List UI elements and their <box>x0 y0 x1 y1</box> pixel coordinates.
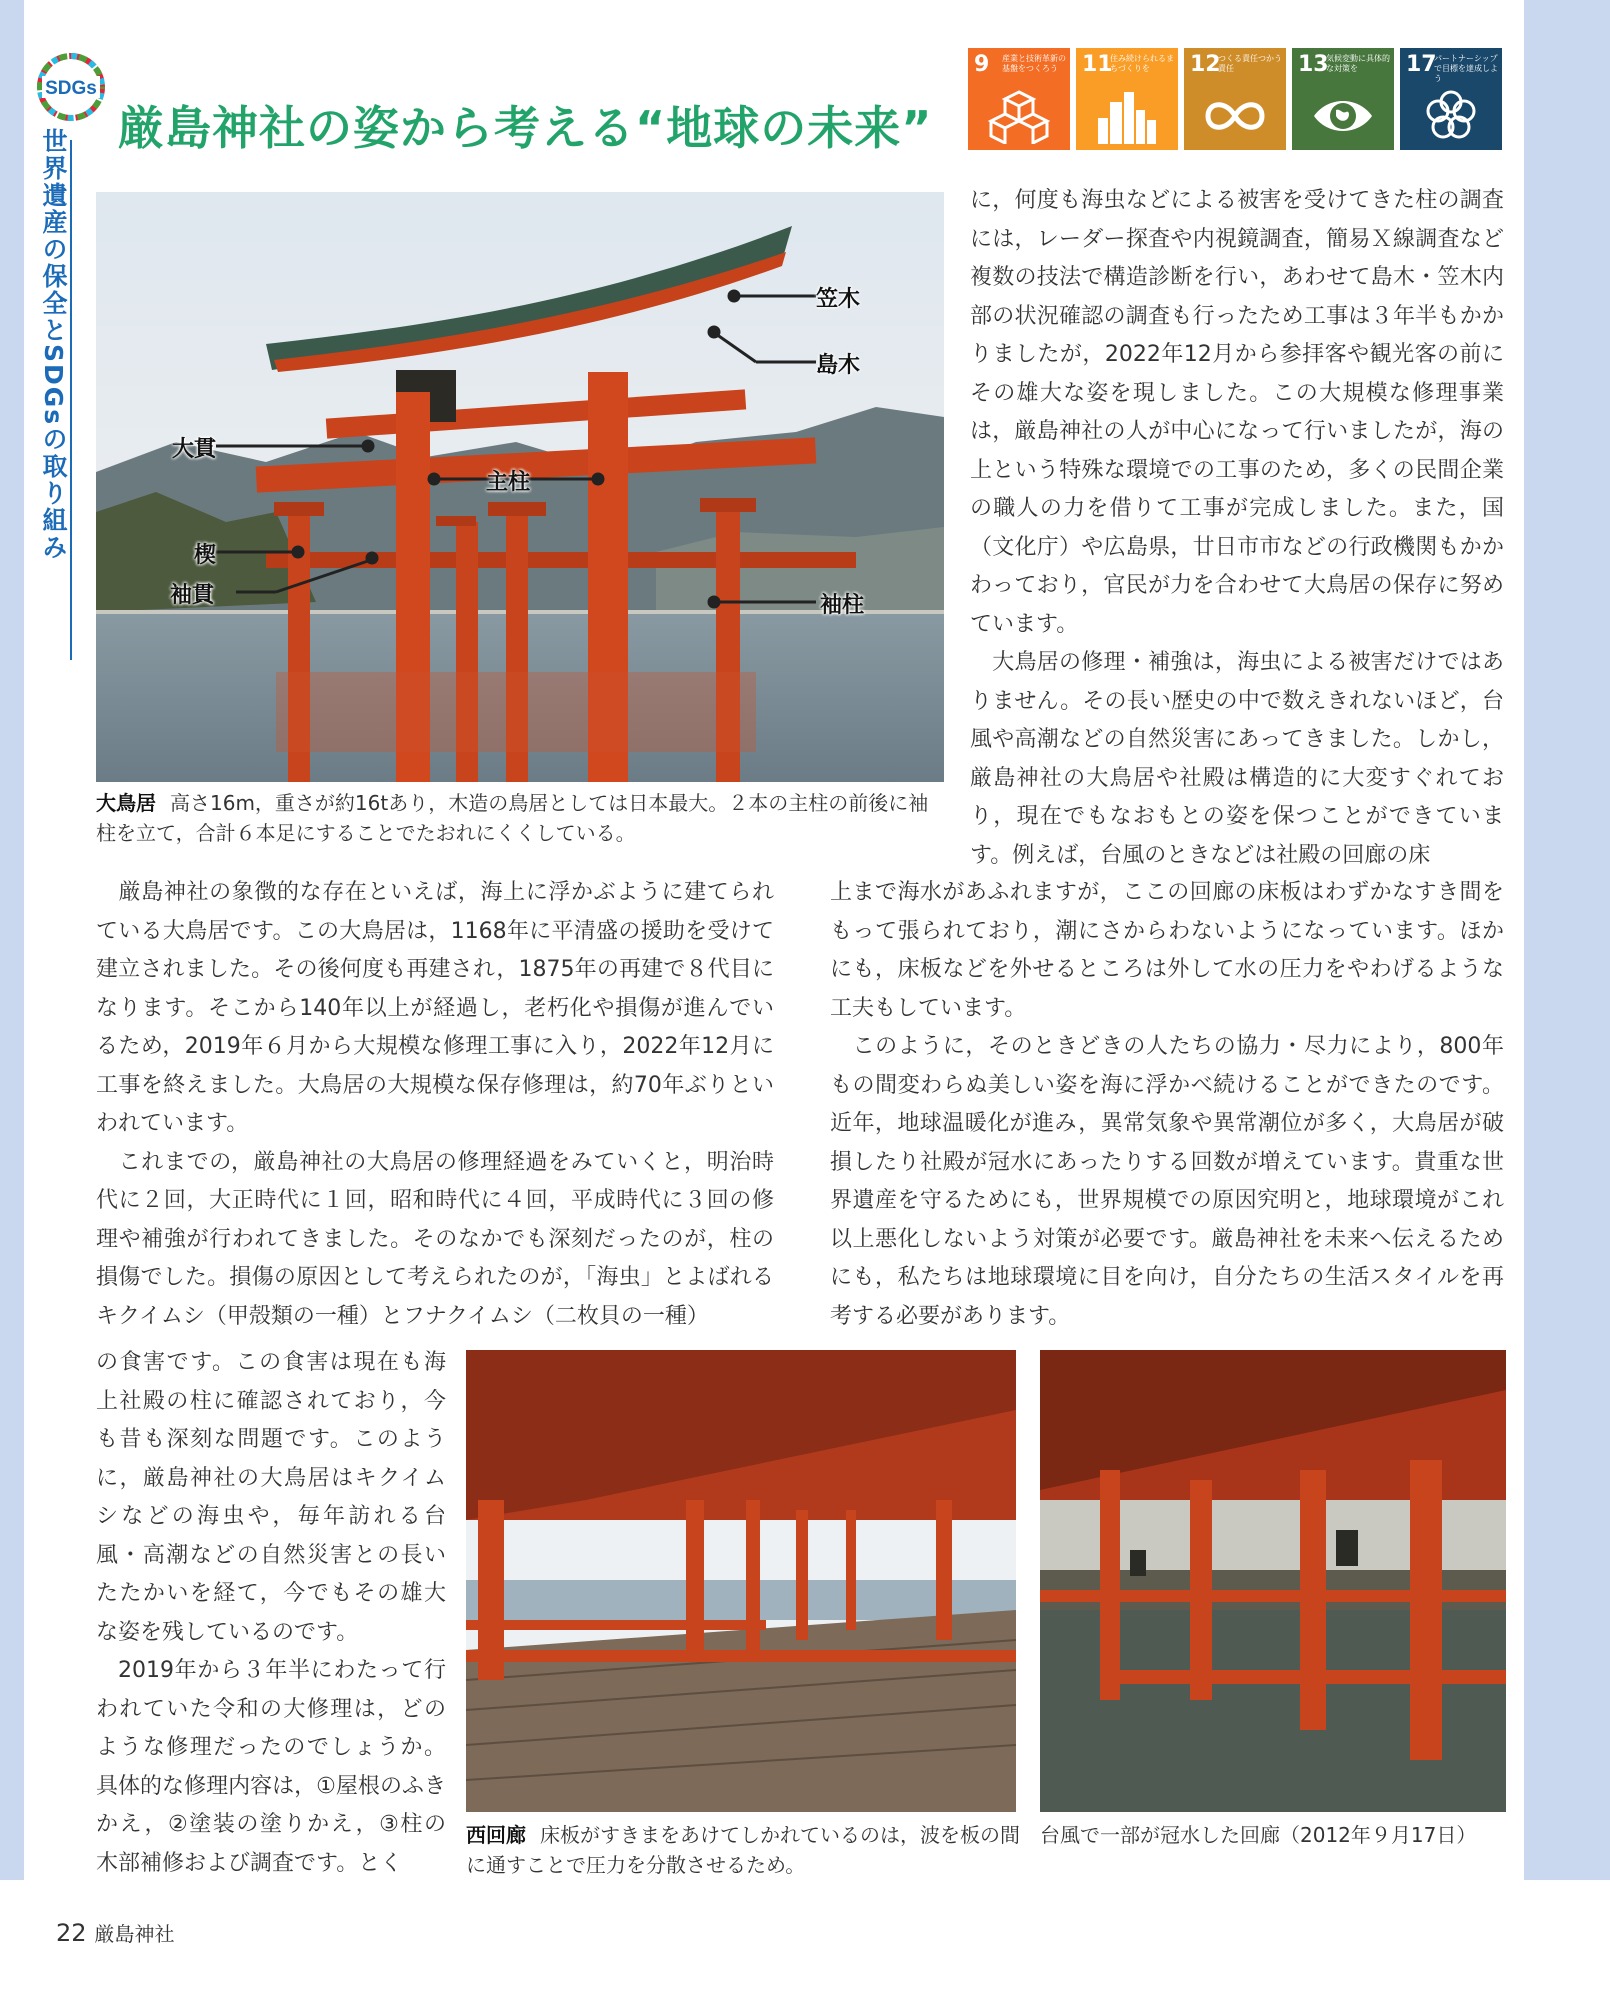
body-left-mid-p2: これまでの，厳島神社の大鳥居の修理経過をみていくと，明治時代に２回，大正時代に１回，昭和時代に４回，平成時代に３回の修理や補強が行われてきました。そのなかでも深刻だったのが，柱の損傷でした。損傷の原因として考えられたのが，「海虫」とよばれるキクイムシ（甲殻類の一種）とフナクイムシ（二枚貝の一種） <box>96 1149 774 1329</box>
page-title: 厳島神社の姿から考える“地球の未来” <box>118 101 933 155</box>
label-onuki: 大貫 <box>172 437 217 462</box>
page-number: 22 <box>56 1919 87 1947</box>
body-right-mid <box>830 874 1504 1336</box>
sdg-tile-17 <box>1400 48 1502 150</box>
cube-icon <box>988 88 1050 144</box>
label-kusabi: 楔 <box>194 543 217 568</box>
body-right-mid-p1: 上まで海水があふれますが，ここの回廊の床板はわずかなすき間をもって張られており，潮にさからわないようになっています。ほかにも，床板などを外せるところは外して水の圧力をやわげるような工夫もしています。 <box>830 880 1504 1021</box>
torii-caption <box>96 788 944 848</box>
body-left-bottom <box>96 1344 446 1883</box>
right-color-band <box>1524 0 1610 1880</box>
earth-eye-icon <box>1312 88 1374 144</box>
sdg-tile-number: 11 <box>1082 52 1113 77</box>
vertical-rule <box>70 140 72 660</box>
flood-caption: 台風で一部が冠水した回廊（2012年９月17日） <box>1040 1823 1477 1847</box>
footer-section: 厳島神社 <box>94 1922 175 1946</box>
vertical-section-title: 世界遺産の保全とSDGsの取り組み <box>39 128 68 562</box>
sdg-tile-label: 産業と技術革新の基盤をつくろう <box>1002 54 1066 73</box>
infinity-loop-icon <box>1204 88 1266 144</box>
corridor-caption <box>466 1820 1026 1880</box>
sdg-tile-9 <box>968 48 1070 150</box>
body-left-bottom-p2: 2019年から３年半にわたって行われていた令和の大修理は，どのような修理だったのでしょうか。具体的な修理内容は，①屋根のふきかえ，②塗装の塗りかえ，③柱の木部補修および調査です。とく <box>96 1658 446 1876</box>
sdg-tile-label: つくる責任つかう責任 <box>1218 54 1282 73</box>
sdg-tile-label: パートナーシップで目標を達成しよう <box>1434 54 1498 83</box>
torii-caption-text: 高さ16m，重さが約16tあり，木造の鳥居としては日本最大。２本の主柱の前後に袖柱を立て，合計６本足にすることでたおれにくくしている。 <box>96 791 929 845</box>
body-right-mid-p2: このように，そのときどきの人たちの協力・尽力により，800年もの間変わらぬ美しい姿を海に浮かべ続けることができたのです。近年，地球温暖化が進み，異常気象や異常潮位が多く，大鳥居が破損したり社殿が冠水にあったりする回数が増えています。貴重な世界遺産を守るためにも，世界規模での原因究明と，地球環境がこれ以上悪化しないよう対策が必要です。厳島神社を未来へ伝えるためにも，私たちは地球環境に目を向け，自分たちの生活スタイルを再考する必要があります。 <box>830 1034 1504 1329</box>
body-right-top-p1: に，何度も海虫などによる被害を受けてきた柱の調査には，レーダー探査や内視鏡調査，簡易Ｘ線調査など複数の技法で構造診断を行い，あわせて島木・笠木内部の状況確認の調査も行ったため工事は３年半もかかりましたが，2022年12月から参拝客や観光客の前にその雄大な姿を現しました。この大規模な修理事業は，厳島神社の人が中心になって行いましたが，海の上という特殊な環境での工事のため，多くの民間企業の職人の力を借りて工事が完成しました。また，国（文化庁）や広島県，廿日市市などの行政機関もかかわっており，官民が力を合わせて大鳥居の保存に努めています。 <box>970 188 1504 637</box>
west-corridor-photo <box>466 1350 1016 1812</box>
sdg-tile-label: 住み続けられるまちづくりを <box>1110 54 1174 73</box>
sdg-tile-number: 13 <box>1298 52 1329 77</box>
city-buildings-icon <box>1096 88 1158 144</box>
sdg-tile-number: 12 <box>1190 52 1221 77</box>
corridor-caption-title: 西回廊 <box>466 1823 526 1847</box>
sdg-tile-13 <box>1292 48 1394 150</box>
label-kasagi: 笠木 <box>816 287 861 312</box>
label-shimaki: 島木 <box>816 353 861 378</box>
flooded-corridor-photo <box>1040 1350 1506 1812</box>
body-right-top-p2: 大鳥居の修理・補強は，海虫による被害だけではありません。その長い歴史の中で数えきれないほど，台風や高潮などの自然災害にあってきました。しかし，厳島神社の大鳥居や社殿は構造的に大変すぐれており，現在でもなおもとの姿を保つことができています。例えば，台風のときなどは社殿の回廊の床 <box>970 650 1504 868</box>
torii-caption-title: 大鳥居 <box>96 791 156 815</box>
partnership-flower-icon <box>1420 88 1482 144</box>
sdg-tile-12 <box>1184 48 1286 150</box>
sdgs-logo-text: SDGs <box>45 78 97 99</box>
left-color-band <box>0 0 24 1880</box>
body-left-mid <box>96 874 774 1336</box>
sdg-goal-tiles <box>968 48 1506 150</box>
body-left-mid-p1: 厳島神社の象徴的な存在といえば，海上に浮かぶように建てられている大鳥居です。この大鳥居は，1168年に平清盛の援助を受けて建立されました。その後何度も再建され，1875年の再建で８代目になります。そこから140年以上が経過し，老朽化や損傷が進んでいるため，2019年６月から大規模な修理工事に入り，2022年12月に工事を終えました。大鳥居の大規模な保存修理は，約70年ぶりといわれています。 <box>96 880 774 1136</box>
label-sodenuki: 袖貫 <box>170 583 215 608</box>
body-right-top <box>970 182 1504 875</box>
corridor-caption-text: 床板がすきまをあけてしかれているのは，波を板の間に通すことで圧力を分散させるため。 <box>466 1823 1020 1877</box>
sdg-tile-number: 9 <box>974 52 990 77</box>
sdg-tile-11 <box>1076 48 1178 150</box>
label-sodebashira: 袖柱 <box>820 593 865 618</box>
sdg-tile-label: 気候変動に具体的な対策を <box>1326 54 1390 73</box>
sdg-tile-number: 17 <box>1406 52 1437 77</box>
torii-photo <box>96 192 944 782</box>
label-hashira: 主柱 <box>486 470 531 495</box>
page-footer <box>56 1918 175 1947</box>
sdgs-logo <box>36 52 106 122</box>
body-left-bottom-p1: の食害です。この食害は現在も海上社殿の柱に確認されており，今も昔も深刻な問題です。このように，厳島神社の大鳥居はキクイムシなどの海虫や，毎年訪れる台風・高潮などの自然災害との長いたたかいを経て，今でもその雄大な姿を残しているのです。 <box>96 1350 446 1645</box>
